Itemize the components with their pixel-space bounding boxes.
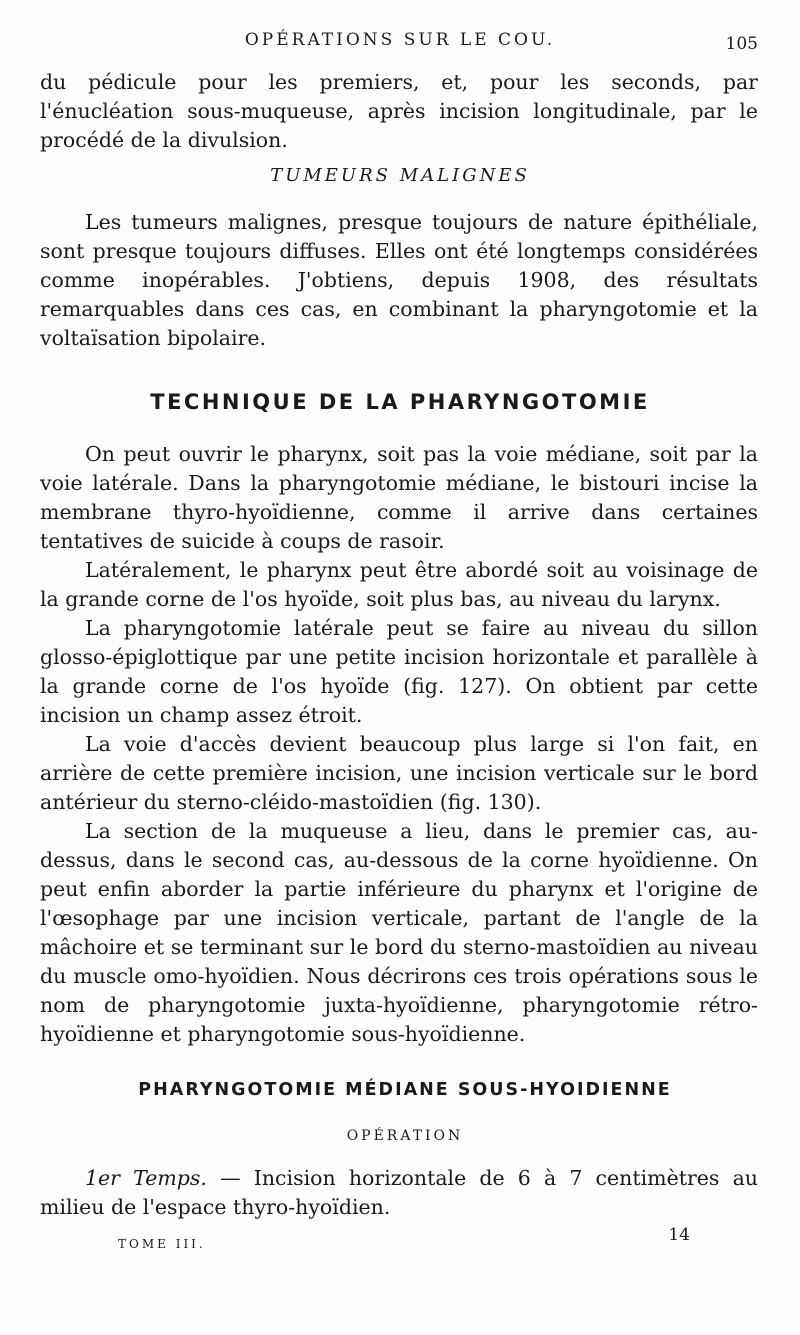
technique-heading: TECHNIQUE DE LA PHARYNGOTOMIE	[150, 390, 650, 414]
intro-paragraph-block	[40, 68, 758, 155]
first-step-text: — Incision horizontale de 6 à 7 centimètres au milieu de l'espace thyro-hyoïdien.	[40, 1166, 758, 1219]
technique-paragraph-1: On peut ouvrir le pharynx, soit pas la voie médiane, soit par la voie latérale. Dans la pharyngotomie médiane, le bistouri incise la membrane thyro-hyoïdienne, comme il arrive dans certaines tentatives de suicide à coups de rasoir.	[40, 442, 758, 553]
first-step-label: 1er Temps.	[85, 1166, 207, 1190]
pharyngotomie-mediane-heading: PHARYNGOTOMIE MÉDIANE SOUS-HYOIDIENNE	[138, 1080, 672, 1100]
intro-paragraph: du pédicule pour les premiers, et, pour les seconds, par l'énucléation sous-muqueuse, après incision longitudinale, par le procédé de la divulsion.	[40, 70, 758, 152]
tome-footer: TOME III.	[118, 1237, 206, 1251]
technique-paragraph-3: La pharyngotomie latérale peut se faire au niveau du sillon glosso-épiglottique par une petite incision horizontale et parallèle à la grande corne de l'os hyoïde (fig. 127). On obtient par cette incision un champ assez étroit.	[40, 616, 758, 727]
first-step-block	[40, 1164, 758, 1222]
running-title: OPÉRATIONS SUR LE COU.	[244, 30, 556, 50]
tumeurs-malignes-paragraph: Les tumeurs malignes, presque toujours de nature épithéliale, sont presque toujours diffuses. Elles ont été longtemps considérées comme inopérables. J'obtiens, depuis 1908, des résultats remarquables dans ces cas, en combinant la pharyngotomie et la voltaïsation bipolaire.	[40, 210, 758, 350]
technique-paragraph-2: Latéralement, le pharynx peut être abordé soit au voisinage de la grande corne de l'os hyoïde, soit plus bas, au niveau du larynx.	[40, 558, 758, 611]
tumeurs-malignes-heading: TUMEURS MALIGNES	[270, 165, 530, 186]
operation-subheading: OPÉRATION	[346, 1128, 464, 1144]
page-number: 105	[725, 34, 758, 54]
first-step-paragraph	[40, 1164, 758, 1222]
signature-mark: 14	[668, 1225, 690, 1245]
technique-paragraph-5: La section de la muqueuse a lieu, dans le premier cas, au-dessus, dans le second cas, au-dessous de la corne hyoïdienne. On peut enfin aborder la partie inférieure du pharynx et l'origine de l'œsophage par une incision verticale, partant de l'angle de la mâchoire et se terminant sur le bord du sterno-mastoïdien au niveau du muscle omo-hyoïdien. Nous décrirons ces trois opérations sous le nom de pharyngotomie juxta-hyoïdienne, pharyngotomie rétro-hyoïdienne et pharyngotomie sous-hyoïdienne.	[40, 819, 758, 1046]
technique-paragraph-4: La voie d'accès devient beaucoup plus large si l'on fait, en arrière de cette première incision, une incision verticale sur le bord antérieur du sterno-cléido-mastoïdien (fig. 130).	[40, 732, 758, 814]
tumeurs-malignes-block	[40, 208, 758, 353]
technique-block	[40, 440, 758, 1049]
